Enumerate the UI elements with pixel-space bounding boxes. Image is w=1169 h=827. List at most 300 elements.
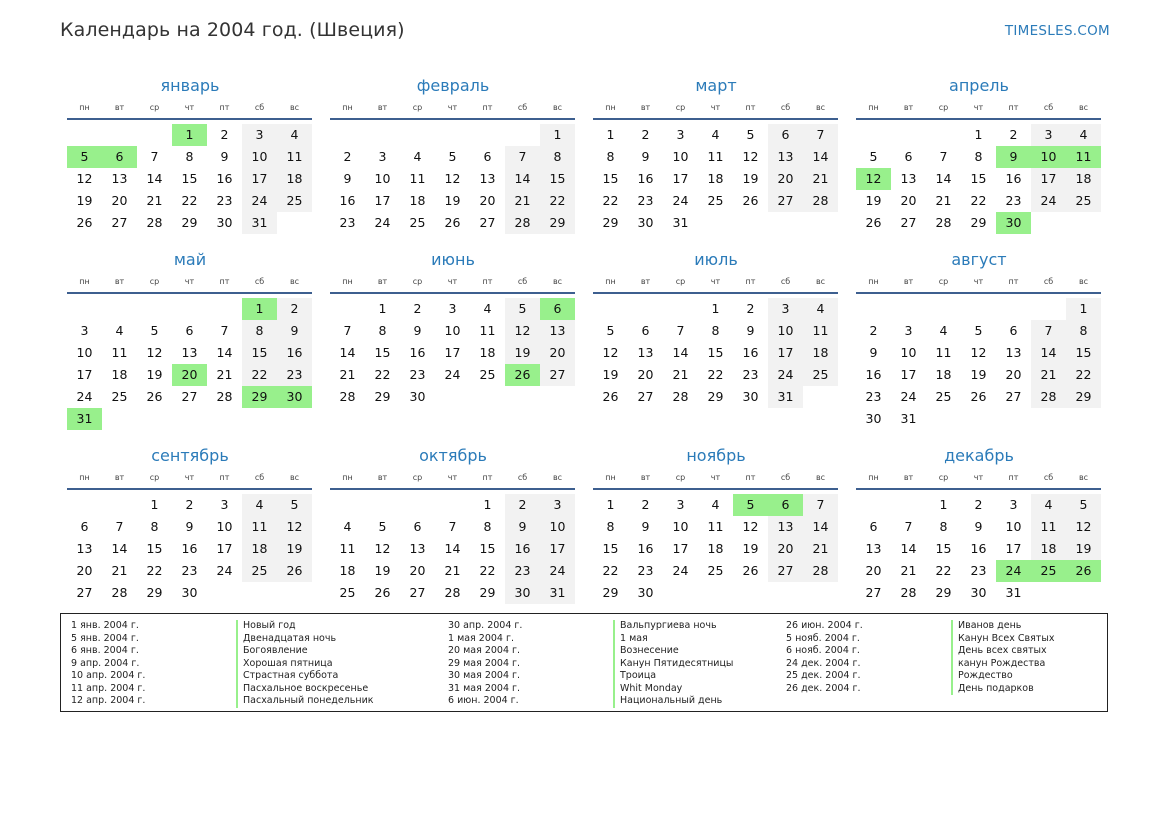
empty-cell [961, 298, 996, 320]
day-cell: 9 [869, 345, 878, 360]
day-cell: 13 [768, 516, 803, 538]
month-name: август [951, 250, 1007, 269]
day-cell: 12 [742, 519, 759, 534]
day-cell: 20 [1005, 367, 1022, 382]
day-cell: 21 [505, 190, 540, 212]
day-cell: 16 [505, 538, 540, 560]
weekday-label: чт [973, 103, 984, 112]
day-cell: 25 [242, 560, 277, 582]
day-cell: 23 [339, 215, 356, 230]
weekday-label: сб [780, 473, 791, 482]
holiday-day-cell: 29 [242, 386, 277, 408]
day-cell: 9 [185, 519, 194, 534]
weekday-label: пн [605, 277, 616, 286]
day-cell: 15 [479, 541, 496, 556]
day-cell: 27 [865, 585, 882, 600]
weekday-label: пт [745, 103, 756, 112]
day-cell: 21 [1031, 364, 1066, 386]
day-cell: 20 [540, 342, 575, 364]
day-cell: 30 [970, 585, 987, 600]
day-cell: 19 [444, 193, 461, 208]
day-cell: 8 [242, 320, 277, 342]
day-cell: 15 [602, 171, 619, 186]
weekday-label: вт [114, 103, 125, 112]
day-cell: 24 [76, 389, 93, 404]
day-cell: 6 [641, 323, 650, 338]
day-cell: 14 [803, 516, 838, 538]
day-cell: 8 [711, 323, 720, 338]
day-cell: 30 [742, 389, 759, 404]
weekday-label: сб [517, 103, 528, 112]
day-cell: 15 [242, 342, 277, 364]
day-cell: 14 [146, 171, 163, 186]
day-cell: 28 [900, 585, 917, 600]
weekday-label: сб [780, 103, 791, 112]
weekday-label: чт [973, 277, 984, 286]
day-cell: 19 [742, 171, 759, 186]
day-cell: 16 [970, 541, 987, 556]
day-cell: 29 [602, 585, 619, 600]
day-cell: 19 [742, 541, 759, 556]
empty-cell [663, 298, 698, 320]
days-grid [856, 494, 1102, 604]
day-cell: 2 [746, 301, 755, 316]
day-cell: 8 [185, 149, 194, 164]
day-cell: 16 [637, 171, 654, 186]
day-cell: 2 [413, 301, 422, 316]
day-cell: 4 [277, 124, 312, 146]
day-cell: 21 [444, 563, 461, 578]
day-cell: 13 [540, 320, 575, 342]
day-cell: 22 [1066, 364, 1101, 386]
day-cell: 22 [540, 190, 575, 212]
day-cell: 19 [865, 193, 882, 208]
empty-cell [102, 124, 137, 146]
day-cell: 16 [637, 541, 654, 556]
weekday-label: вс [289, 473, 300, 482]
empty-cell [856, 298, 891, 320]
weekday-label: пн [79, 277, 90, 286]
day-cell: 3 [904, 323, 913, 338]
day-cell: 22 [242, 364, 277, 386]
day-cell: 7 [448, 519, 457, 534]
holiday-day-cell: 1 [242, 298, 277, 320]
month-name: май [173, 250, 207, 269]
day-cell: 20 [76, 563, 93, 578]
days-grid [330, 124, 576, 234]
holiday-date: 9 апр. 2004 г. [71, 657, 140, 669]
holiday-date: 1 мая 2004 г. [448, 632, 514, 644]
day-cell: 5 [869, 149, 878, 164]
weekday-label: вс [552, 103, 563, 112]
day-cell: 4 [483, 301, 492, 316]
weekday-label: ср [675, 473, 686, 482]
weekday-label: пн [342, 103, 353, 112]
day-cell: 11 [339, 541, 356, 556]
weekday-label: сб [517, 277, 528, 286]
day-cell: 20 [479, 193, 496, 208]
day-cell: 13 [900, 171, 917, 186]
day-cell: 13 [768, 146, 803, 168]
day-cell: 12 [76, 171, 93, 186]
day-cell: 20 [865, 563, 882, 578]
holiday-date: 24 дек. 2004 г. [786, 657, 861, 669]
day-cell: 6 [1009, 323, 1018, 338]
day-cell: 11 [707, 519, 724, 534]
day-cell: 24 [444, 367, 461, 382]
day-cell: 16 [865, 367, 882, 382]
weekday-label: вт [377, 277, 388, 286]
weekday-label: пт [219, 103, 230, 112]
holiday-day-cell: 26 [1066, 560, 1101, 582]
holiday-name: Богоявление [236, 645, 308, 658]
month-calendar [856, 74, 1102, 234]
day-cell: 5 [606, 323, 615, 338]
day-cell: 21 [339, 367, 356, 382]
weekday-header [67, 272, 312, 294]
day-cell: 4 [711, 497, 720, 512]
holiday-name: Пасхальное воскресенье [236, 683, 368, 696]
empty-cell [926, 124, 961, 146]
weekday-label: пт [482, 103, 493, 112]
day-cell: 14 [900, 541, 917, 556]
day-cell: 24 [1031, 190, 1066, 212]
weekday-label: ср [938, 473, 949, 482]
day-cell: 16 [181, 541, 198, 556]
day-cell: 25 [1066, 190, 1101, 212]
weekday-label: пн [868, 277, 879, 286]
day-cell: 10 [672, 519, 689, 534]
weekday-label: сб [254, 473, 265, 482]
holiday-day-cell: 1 [172, 124, 207, 146]
day-cell: 14 [935, 171, 952, 186]
holiday-date: 5 нояб. 2004 г. [786, 632, 860, 644]
day-cell: 26 [865, 215, 882, 230]
day-cell: 25 [707, 193, 724, 208]
weekday-label: ср [149, 103, 160, 112]
month-calendar [593, 248, 839, 430]
day-cell: 18 [339, 563, 356, 578]
holiday-day-cell: 6 [540, 298, 575, 320]
day-cell: 9 [413, 323, 422, 338]
month-calendar [856, 444, 1102, 604]
weekday-label: вс [1078, 103, 1089, 112]
month-name: октябрь [419, 446, 487, 465]
day-cell: 21 [216, 367, 233, 382]
weekday-label: ср [149, 473, 160, 482]
holiday-name: Рождество [951, 670, 1013, 683]
month-name: сентябрь [151, 446, 229, 465]
day-cell: 23 [181, 563, 198, 578]
holiday-name: канун Рождества [951, 658, 1045, 671]
day-cell: 22 [146, 563, 163, 578]
day-cell: 9 [505, 516, 540, 538]
day-cell: 9 [746, 323, 755, 338]
day-cell: 5 [505, 298, 540, 320]
day-cell: 5 [746, 127, 755, 142]
empty-cell [926, 298, 961, 320]
day-cell: 31 [1005, 585, 1022, 600]
day-cell: 27 [111, 215, 128, 230]
weekday-label: ср [412, 103, 423, 112]
months-grid [67, 74, 1103, 604]
day-cell: 17 [76, 367, 93, 382]
day-cell: 5 [277, 494, 312, 516]
empty-cell [435, 124, 470, 146]
holiday-date: 6 янв. 2004 г. [71, 645, 139, 656]
day-cell: 17 [672, 541, 689, 556]
day-cell: 7 [115, 519, 124, 534]
day-cell: 10 [444, 323, 461, 338]
day-cell: 8 [939, 519, 948, 534]
empty-cell [330, 494, 365, 516]
day-cell: 20 [768, 168, 803, 190]
holiday-date: 30 апр. 2004 г. [448, 620, 523, 631]
days-grid [856, 124, 1102, 234]
empty-cell [400, 494, 435, 516]
weekday-label: пт [745, 277, 756, 286]
month-name: декабрь [944, 446, 1014, 465]
weekday-label: пт [1008, 473, 1019, 482]
holiday-day-cell: 31 [67, 408, 102, 430]
month-calendar [856, 248, 1102, 430]
days-grid [856, 298, 1102, 430]
holiday-name: Whit Monday [613, 683, 682, 696]
holiday-day-cell: 30 [996, 212, 1031, 234]
day-cell: 14 [505, 168, 540, 190]
empty-cell [137, 298, 172, 320]
empty-cell [172, 298, 207, 320]
weekday-label: вт [903, 277, 914, 286]
month-name: апрель [949, 76, 1009, 95]
day-cell: 1 [378, 301, 387, 316]
day-cell: 3 [676, 497, 685, 512]
weekday-label: сб [517, 473, 528, 482]
weekday-label: пт [219, 277, 230, 286]
day-cell: 23 [1005, 193, 1022, 208]
day-cell: 18 [803, 342, 838, 364]
holiday-day-cell: 6 [102, 146, 137, 168]
weekday-label: вт [377, 473, 388, 482]
day-cell: 4 [343, 519, 352, 534]
day-cell: 3 [1009, 497, 1018, 512]
holiday-date: 6 июн. 2004 г. [448, 695, 519, 706]
month-calendar [593, 74, 839, 234]
day-cell: 29 [146, 585, 163, 600]
day-cell: 29 [479, 585, 496, 600]
day-cell: 10 [1005, 519, 1022, 534]
day-cell: 27 [479, 215, 496, 230]
day-cell: 23 [742, 367, 759, 382]
day-cell: 17 [374, 193, 391, 208]
day-cell: 18 [935, 367, 952, 382]
day-cell: 6 [483, 149, 492, 164]
day-cell: 19 [970, 367, 987, 382]
empty-cell [891, 124, 926, 146]
day-cell: 19 [374, 563, 391, 578]
day-cell: 11 [803, 320, 838, 342]
day-cell: 18 [1031, 538, 1066, 560]
day-cell: 19 [602, 367, 619, 382]
holiday-name: Новый год [236, 620, 296, 633]
day-cell: 14 [444, 541, 461, 556]
day-cell: 9 [641, 519, 650, 534]
day-cell: 26 [374, 585, 391, 600]
day-cell: 11 [479, 323, 496, 338]
holidays-list [60, 613, 1108, 712]
month-calendar [67, 74, 313, 234]
weekday-label: ср [412, 277, 423, 286]
holiday-day-cell: 26 [505, 364, 540, 386]
holiday-date: 26 дек. 2004 г. [786, 682, 861, 694]
holiday-day-cell: 5 [67, 146, 102, 168]
day-cell: 17 [216, 541, 233, 556]
day-cell: 24 [374, 215, 391, 230]
holiday-day-cell: 24 [996, 560, 1031, 582]
month-name: ноябрь [686, 446, 746, 465]
empty-cell [400, 124, 435, 146]
holiday-name: День подарков [951, 683, 1034, 696]
day-cell: 8 [1066, 320, 1101, 342]
weekday-label: чт [710, 103, 721, 112]
weekday-label: ср [938, 103, 949, 112]
day-cell: 1 [540, 124, 575, 146]
weekday-label: вс [815, 103, 826, 112]
day-cell: 15 [707, 345, 724, 360]
day-cell: 30 [865, 411, 882, 426]
day-cell: 29 [181, 215, 198, 230]
day-cell: 19 [277, 538, 312, 560]
day-cell: 18 [1066, 168, 1101, 190]
day-cell: 20 [409, 563, 426, 578]
weekday-header [330, 272, 575, 294]
day-cell: 31 [540, 582, 575, 604]
weekday-label: пт [482, 277, 493, 286]
day-cell: 22 [935, 563, 952, 578]
day-cell: 4 [711, 127, 720, 142]
day-cell: 12 [1066, 516, 1101, 538]
day-cell: 20 [637, 367, 654, 382]
weekday-header [593, 468, 838, 490]
day-cell: 23 [970, 563, 987, 578]
day-cell: 30 [181, 585, 198, 600]
weekday-label: пт [1008, 103, 1019, 112]
day-cell: 28 [216, 389, 233, 404]
month-calendar [330, 248, 576, 430]
month-name: февраль [416, 76, 490, 95]
day-cell: 1 [1066, 298, 1101, 320]
day-cell: 1 [974, 127, 983, 142]
day-cell: 1 [606, 497, 615, 512]
weekday-label: ср [412, 473, 423, 482]
day-cell: 18 [707, 171, 724, 186]
day-cell: 27 [1005, 389, 1022, 404]
holiday-day-cell: 25 [1031, 560, 1066, 582]
day-cell: 3 [220, 497, 229, 512]
day-cell: 15 [602, 541, 619, 556]
day-cell: 28 [444, 585, 461, 600]
day-cell: 11 [409, 171, 426, 186]
weekday-header [593, 98, 838, 120]
day-cell: 13 [409, 541, 426, 556]
day-cell: 21 [146, 193, 163, 208]
day-cell: 2 [641, 497, 650, 512]
weekday-label: чт [184, 473, 195, 482]
day-cell: 18 [111, 367, 128, 382]
day-cell: 5 [974, 323, 983, 338]
day-cell: 5 [150, 323, 159, 338]
holiday-day-cell: 10 [1031, 146, 1066, 168]
day-cell: 2 [185, 497, 194, 512]
day-cell: 4 [1066, 124, 1101, 146]
weekday-label: ср [675, 103, 686, 112]
day-cell: 9 [277, 320, 312, 342]
page-title: Календарь на 2004 год. (Швеция) [60, 19, 405, 41]
day-cell: 27 [181, 389, 198, 404]
holiday-name: Вознесение [613, 645, 679, 658]
day-cell: 4 [939, 323, 948, 338]
day-cell: 6 [904, 149, 913, 164]
day-cell: 10 [672, 149, 689, 164]
weekday-label: пт [219, 473, 230, 482]
weekday-label: вс [552, 277, 563, 286]
month-name: июль [694, 250, 738, 269]
empty-cell [891, 494, 926, 516]
days-grid [67, 124, 313, 234]
weekday-label: чт [447, 103, 458, 112]
empty-cell [137, 124, 172, 146]
day-cell: 8 [606, 149, 615, 164]
day-cell: 9 [220, 149, 229, 164]
day-cell: 16 [742, 345, 759, 360]
weekday-header [330, 468, 575, 490]
day-cell: 31 [768, 386, 803, 408]
day-cell: 4 [115, 323, 124, 338]
day-cell: 21 [935, 193, 952, 208]
empty-cell [102, 494, 137, 516]
day-cell: 14 [111, 541, 128, 556]
day-cell: 28 [146, 215, 163, 230]
holiday-date: 5 янв. 2004 г. [71, 632, 139, 644]
day-cell: 23 [216, 193, 233, 208]
site-link[interactable]: TIMESLES.COM [1004, 23, 1110, 39]
month-calendar [593, 444, 839, 604]
weekday-label: чт [184, 277, 195, 286]
weekday-label: вс [815, 277, 826, 286]
day-cell: 23 [637, 563, 654, 578]
day-cell: 24 [242, 190, 277, 212]
day-cell: 4 [803, 298, 838, 320]
day-cell: 17 [1031, 168, 1066, 190]
days-grid [330, 298, 576, 408]
day-cell: 18 [479, 345, 496, 360]
day-cell: 28 [339, 389, 356, 404]
days-grid [67, 494, 313, 604]
holiday-date: 11 апр. 2004 г. [71, 682, 146, 694]
day-cell: 21 [803, 168, 838, 190]
day-cell: 14 [672, 345, 689, 360]
day-cell: 1 [711, 301, 720, 316]
weekday-label: пн [79, 103, 90, 112]
day-cell: 17 [768, 342, 803, 364]
day-cell: 26 [277, 560, 312, 582]
weekday-label: пн [605, 473, 616, 482]
days-grid [593, 494, 839, 604]
day-cell: 27 [76, 585, 93, 600]
weekday-label: пн [342, 473, 353, 482]
day-cell: 11 [1031, 516, 1066, 538]
day-cell: 30 [637, 215, 654, 230]
